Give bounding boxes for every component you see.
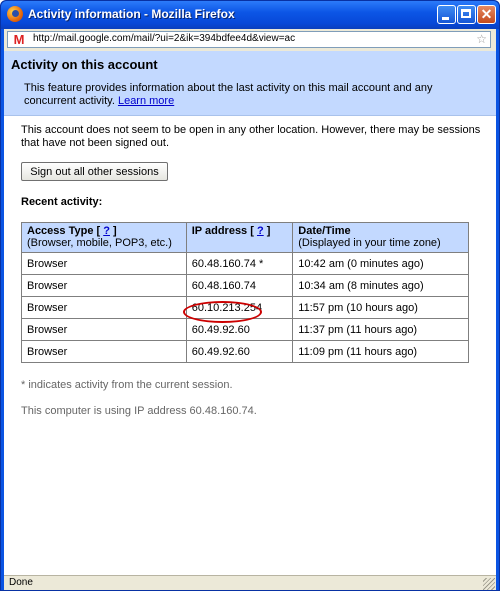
cell-access-type: Browser <box>22 297 187 319</box>
access-type-help-link[interactable]: ? <box>103 225 110 237</box>
cell-date-time: 11:09 pm (11 hours ago) <box>293 341 469 363</box>
cell-date-time: 11:57 pm (10 hours ago) <box>293 297 469 319</box>
title-bar[interactable] <box>1 1 499 29</box>
url-field[interactable] <box>7 31 491 48</box>
close-icon: ✕ <box>480 6 493 22</box>
minimize-icon <box>442 17 449 20</box>
table-row <box>22 319 469 341</box>
header-panel <box>4 51 496 116</box>
column-subtitle: (Displayed in your time zone) <box>298 237 441 249</box>
window-title: Activity information - Mozilla Firefox <box>28 7 235 21</box>
close-button[interactable] <box>477 5 496 24</box>
cell-access-type: Browser <box>22 253 187 275</box>
resize-grip[interactable] <box>483 578 495 590</box>
ip-address-help-link[interactable]: ? <box>256 225 264 237</box>
table-row <box>22 253 469 275</box>
address-bar <box>4 29 496 51</box>
column-title: IP address [ <box>191 225 254 237</box>
cell-access-type: Browser <box>22 341 187 363</box>
column-title: Access Type [ <box>27 225 101 237</box>
cell-ip-address: 60.49.92.60 <box>186 341 293 363</box>
current-session-footnote: * indicates activity from the current session. <box>21 379 233 391</box>
page-title: Activity on this account <box>11 57 158 72</box>
cell-access-type: Browser <box>22 319 187 341</box>
column-header-date-time <box>293 223 469 253</box>
column-header-ip-address: IP address [ ? ] <box>186 223 293 253</box>
recent-activity-label: Recent activity: <box>21 196 103 208</box>
cell-ip-address: 60.48.160.74 * <box>186 253 293 275</box>
maximize-button[interactable] <box>457 5 476 24</box>
cell-date-time: 10:34 am (8 minutes ago) <box>293 275 469 297</box>
firefox-icon <box>7 6 23 22</box>
cell-date-time: 11:37 pm (11 hours ago) <box>293 319 469 341</box>
sign-out-all-sessions-button[interactable]: Sign out all other sessions <box>21 162 168 181</box>
minimize-button[interactable] <box>437 5 456 24</box>
session-notice: This account does not seem to be open in any other location. However, there may be sessions that have not been signed out. <box>21 124 481 149</box>
table-row <box>22 341 469 363</box>
column-title: Date/Time <box>298 225 351 237</box>
gmail-icon: M <box>13 32 25 47</box>
status-text: Done <box>9 577 33 588</box>
column-header-access-type: Access Type [ ? ] (Browser, mobile, POP3, etc.) <box>22 223 187 253</box>
cell-date-time: 10:42 am (0 minutes ago) <box>293 253 469 275</box>
table-header-row <box>22 223 469 253</box>
maximize-icon <box>461 9 471 18</box>
cell-ip-address: 60.10.213.254 <box>186 297 293 319</box>
url-text: http://mail.google.com/mail/?ui=2&ik=394bdfee4d&view=ac <box>33 33 296 44</box>
table-row <box>22 297 469 319</box>
header-description <box>24 82 484 108</box>
activity-table <box>21 222 469 363</box>
cell-ip-address: 60.49.92.60 <box>186 319 293 341</box>
star-icon[interactable]: ☆ <box>476 32 487 46</box>
column-subtitle: (Browser, mobile, POP3, etc.) <box>27 237 172 249</box>
status-bar <box>4 575 496 590</box>
table-row <box>22 275 469 297</box>
cell-ip-address: 60.48.160.74 <box>186 275 293 297</box>
page-content <box>4 51 496 575</box>
description-text: This feature provides information about the last activity on this mail account and any concurrent activity. <box>24 82 433 107</box>
current-ip-note: This computer is using IP address 60.48.160.74. <box>21 405 257 417</box>
cell-access-type: Browser <box>22 275 187 297</box>
learn-more-link[interactable]: Learn more <box>117 95 175 107</box>
